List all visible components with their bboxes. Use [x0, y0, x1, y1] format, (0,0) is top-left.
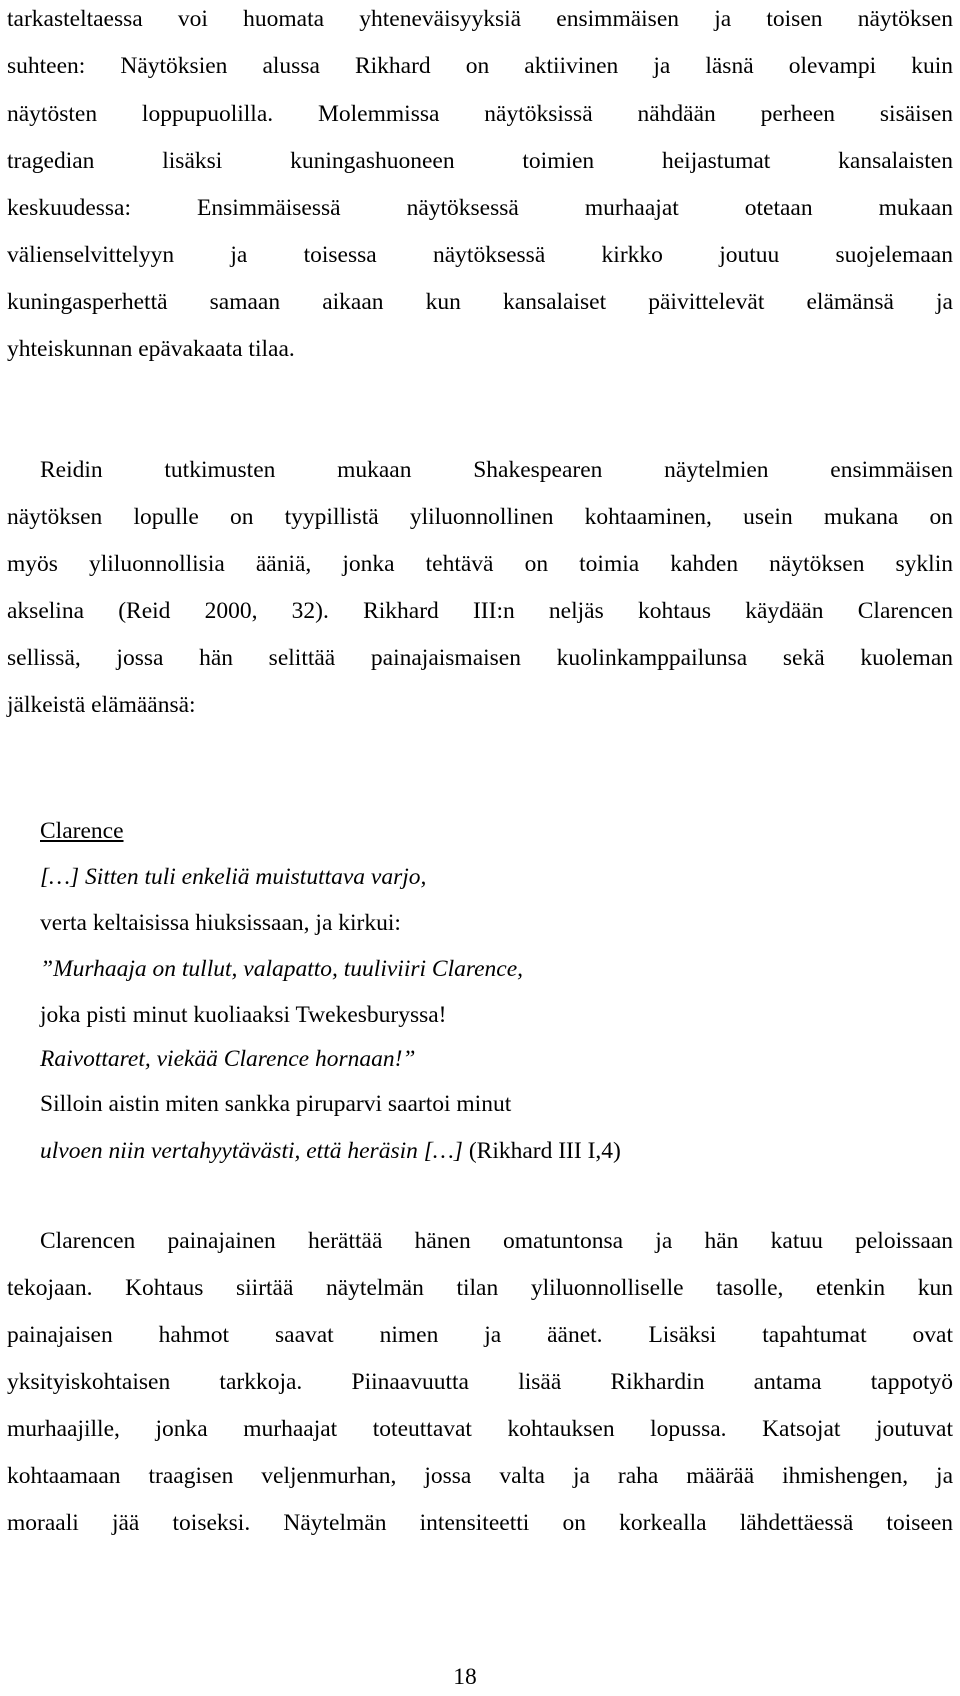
quote-line: Raivottaret, viekää Clarence hornaan!”	[40, 1046, 416, 1072]
text-line: painajaisen hahmot saavat nimen ja äänet. Lisäksi tapahtumat ovat	[7, 1322, 953, 1348]
text-line: myös yliluonnollisia ääniä, jonka tehtävä on toimia kahden näytöksen syklin	[7, 551, 953, 577]
text-line: tragedian lisäksi kuningashuoneen toimien heijastumat kansalaisten	[7, 148, 953, 174]
text-line: murhaajille, jonka murhaajat toteuttavat kohtauksen lopussa. Katsojat joutuvat	[7, 1416, 953, 1442]
text-line: kohtaamaan traagisen veljenmurhan, jossa valta ja raha määrää ihmishengen, ja	[7, 1463, 953, 1489]
quote-speaker: Clarence	[40, 818, 124, 844]
page-number: 18	[453, 1664, 477, 1690]
text-line: yhteiskunnan epävakaata tilaa.	[7, 336, 295, 362]
text-line: akselina (Reid 2000, 32). Rikhard III:n neljäs kohtaus käydään Clarencen	[7, 598, 953, 624]
quote-line: joka pisti minut kuoliaaksi Twekesburyssa!	[40, 1002, 447, 1028]
quote-line	[40, 1136, 621, 1166]
text-line: näytösten loppupuolilla. Molemmissa näytöksissä nähdään perheen sisäisen	[7, 101, 953, 127]
text-line: yksityiskohtaisen tarkkoja. Piinaavuutta lisää Rikhardin antama tappotyö	[7, 1369, 953, 1395]
text-line: sellissä, jossa hän selittää painajaismaisen kuolinkamppailunsa sekä kuoleman	[7, 645, 953, 671]
text-line: Clarencen painajainen herättää hänen omatuntonsa ja hän katuu peloissaan	[40, 1228, 953, 1254]
quote-citation: (Rikhard III I,4)	[462, 1138, 621, 1164]
text-line: moraali jää toiseksi. Näytelmän intensiteetti on korkealla lähdettäessä toiseen	[7, 1510, 953, 1536]
quote-line: verta keltaisissa hiuksissaan, ja kirkui:	[40, 910, 401, 936]
quote-line: ”Murhaaja on tullut, valapatto, tuuliviiri Clarence,	[40, 956, 524, 982]
text-line: välienselvittelyyn ja toisessa näytöksessä kirkko joutuu suojelemaan	[7, 242, 953, 268]
quote-line: […] Sitten tuli enkeliä muistuttava varjo,	[40, 864, 427, 890]
text-line: tekojaan. Kohtaus siirtää näytelmän tilan yliluonnolliselle tasolle, etenkin kun	[7, 1275, 953, 1301]
text-line: suhteen: Näytöksien alussa Rikhard on aktiivinen ja läsnä olevampi kuin	[7, 53, 953, 79]
text-line: näytöksen lopulle on tyypillistä yliluonnollinen kohtaaminen, usein mukana on	[7, 504, 953, 530]
text-line: jälkeistä elämäänsä:	[7, 692, 196, 718]
text-line: tarkasteltaessa voi huomata yhteneväisyyksiä ensimmäisen ja toisen näytöksen	[7, 6, 953, 32]
quote-line-italic: ulvoen niin vertahyytävästi, että heräsin […]	[40, 1138, 463, 1164]
text-line: keskuudessa: Ensimmäisessä näytöksessä murhaajat otetaan mukaan	[7, 195, 953, 221]
text-line: kuningasperhettä samaan aikaan kun kansalaiset päivittelevät elämänsä ja	[7, 289, 953, 315]
quote-line: Silloin aistin miten sankka piruparvi saartoi minut	[40, 1091, 512, 1117]
text-line: Reidin tutkimusten mukaan Shakespearen näytelmien ensimmäisen	[40, 457, 953, 483]
